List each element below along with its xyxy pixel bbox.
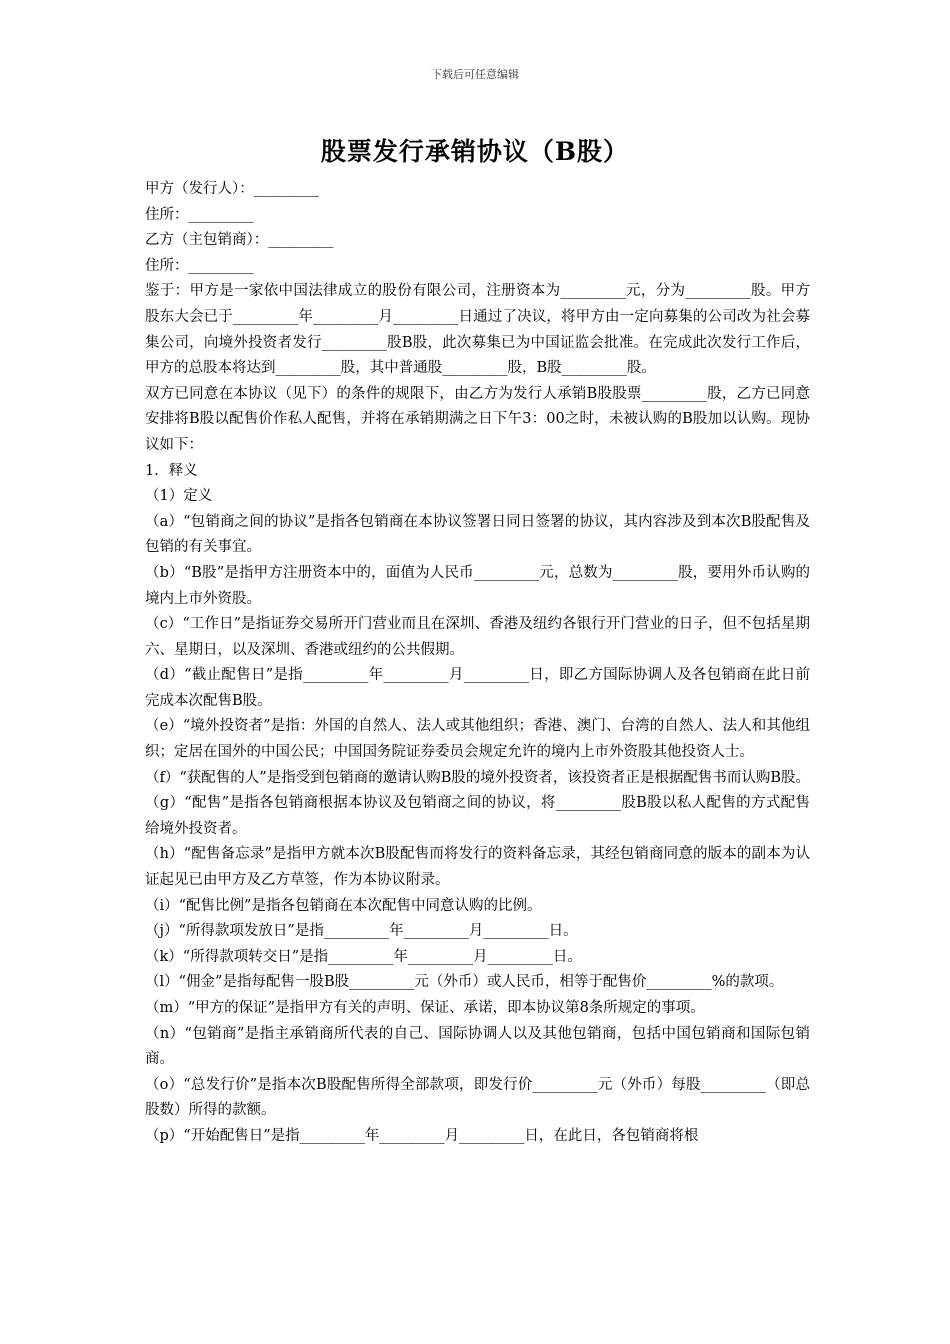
definition-item: （n）“包销商”是指主承销商所代表的自己、国际协调人以及其他包销商，包括中国包销商和国际包销商。 bbox=[145, 1025, 810, 1068]
definition-item: （d）“截止配售日”是指_________年_________月_________日，即乙方国际协调人及各包销商在此日前完成本次配售B股。 bbox=[145, 667, 810, 709]
definition-item: （m）“甲方的保证”是指甲方有关的声明、保证、承诺，即本协议第8条所规定的事项。 bbox=[145, 1000, 705, 1016]
definition-item: （p）“开始配售日”是指_________年_________月_________日，在此日，各包销商将根 bbox=[145, 1127, 699, 1144]
definition-item: （l）“佣金”是指每配售一股B股_________元（外币）或人民币，相等于配售价_________%的款项。 bbox=[145, 974, 784, 991]
document-title: 股票发行承销协议（B股） bbox=[320, 137, 630, 166]
agreement-paragraph: 双方已同意在本协议（见下）的条件的规限下，由乙方为发行人承销B股股票_________股，乙方已同意安排将B股以配售价作私人配售，并将在承销期满之日下午3：00之时，未被认购的B股加以认购。现协议如下： bbox=[145, 385, 810, 453]
party-b-address: 住所：_________ bbox=[145, 257, 254, 274]
definition-item: （a）“包销商之间的协议”是指各包销商在本协议签署日同日签署的协议，其内容涉及到本次B股配售及包销的有关事宜。 bbox=[145, 513, 810, 556]
definition-item: （i）“配售比例”是指各包销商在本次配售中同意认购的比例。 bbox=[145, 897, 542, 914]
definition-item: （g）“配售”是指各包销商根据本协议及包销商之间的协议，将_________股B股以私人配售的方式配售给境外投资者。 bbox=[145, 795, 810, 837]
section-heading-definitions: 1．释义 bbox=[145, 462, 198, 479]
subsection-heading: （1）定义 bbox=[145, 488, 213, 505]
definition-item: （o）“总发行价”是指本次B股配售所得全部款项，即发行价_________元（外币）每股_________（即总股数）所得的款额。 bbox=[145, 1076, 810, 1119]
definition-item: （f）“获配售的人”是指受到包销商的邀请认购B股的境外投资者，该投资者正是根据配售书而认购B股。 bbox=[145, 769, 810, 786]
party-a: 甲方（发行人）：_________ bbox=[145, 181, 319, 197]
document-body bbox=[145, 177, 810, 1150]
party-a-address: 住所：_________ bbox=[145, 206, 254, 223]
party-b: 乙方（主包销商）：_________ bbox=[145, 232, 334, 249]
header-note: 下载后可任意编辑 bbox=[431, 68, 519, 81]
definition-item: （j）“所得款项发放日”是指_________年_________月_________日。 bbox=[145, 923, 578, 940]
definition-item: （c）“工作日”是指证券交易所开门营业而且在深圳、香港及纽约各银行开门营业的日子，但不包括星期六、星期日，以及深圳、香港或纽约的公共假期。 bbox=[145, 616, 810, 658]
whereas-paragraph: 鉴于：甲方是一家依中国法律成立的股份有限公司，注册资本为_________元，分为_________股。甲方股东大会已于_________年_________月_________日通过了决议，将甲方由一定向募集的公司改为社会募集公司，向境外投资者发行_________股B股，此次募集已为中国证监会批准。在完成此次发行工作后，甲方的总股本将达到_________股，其中普通股_________股，B股_________股。 bbox=[145, 283, 810, 377]
definition-item: （e）“境外投资者”是指：外国的自然人、法人或其他组织；香港、澳门、台湾的自然人、法人和其他组织；定居在国外的中国公民；中国国务院证券委员会规定允许的境内上市外资股其他投资人士。 bbox=[145, 718, 810, 761]
definition-item: （k）“所得款项转交日”是指_________年_________月_________日。 bbox=[145, 948, 582, 965]
definition-item: （b）“B股”是指甲方注册资本中的，面值为人民币_________元，总数为_________股，要用外币认购的境内上市外资股。 bbox=[145, 564, 810, 607]
definition-item: （h）“配售备忘录”是指甲方就本次B股配售而将发行的资料备忘录，其经包销商同意的版本的副本为认证起见已由甲方及乙方草签，作为本协议附录。 bbox=[145, 846, 810, 889]
